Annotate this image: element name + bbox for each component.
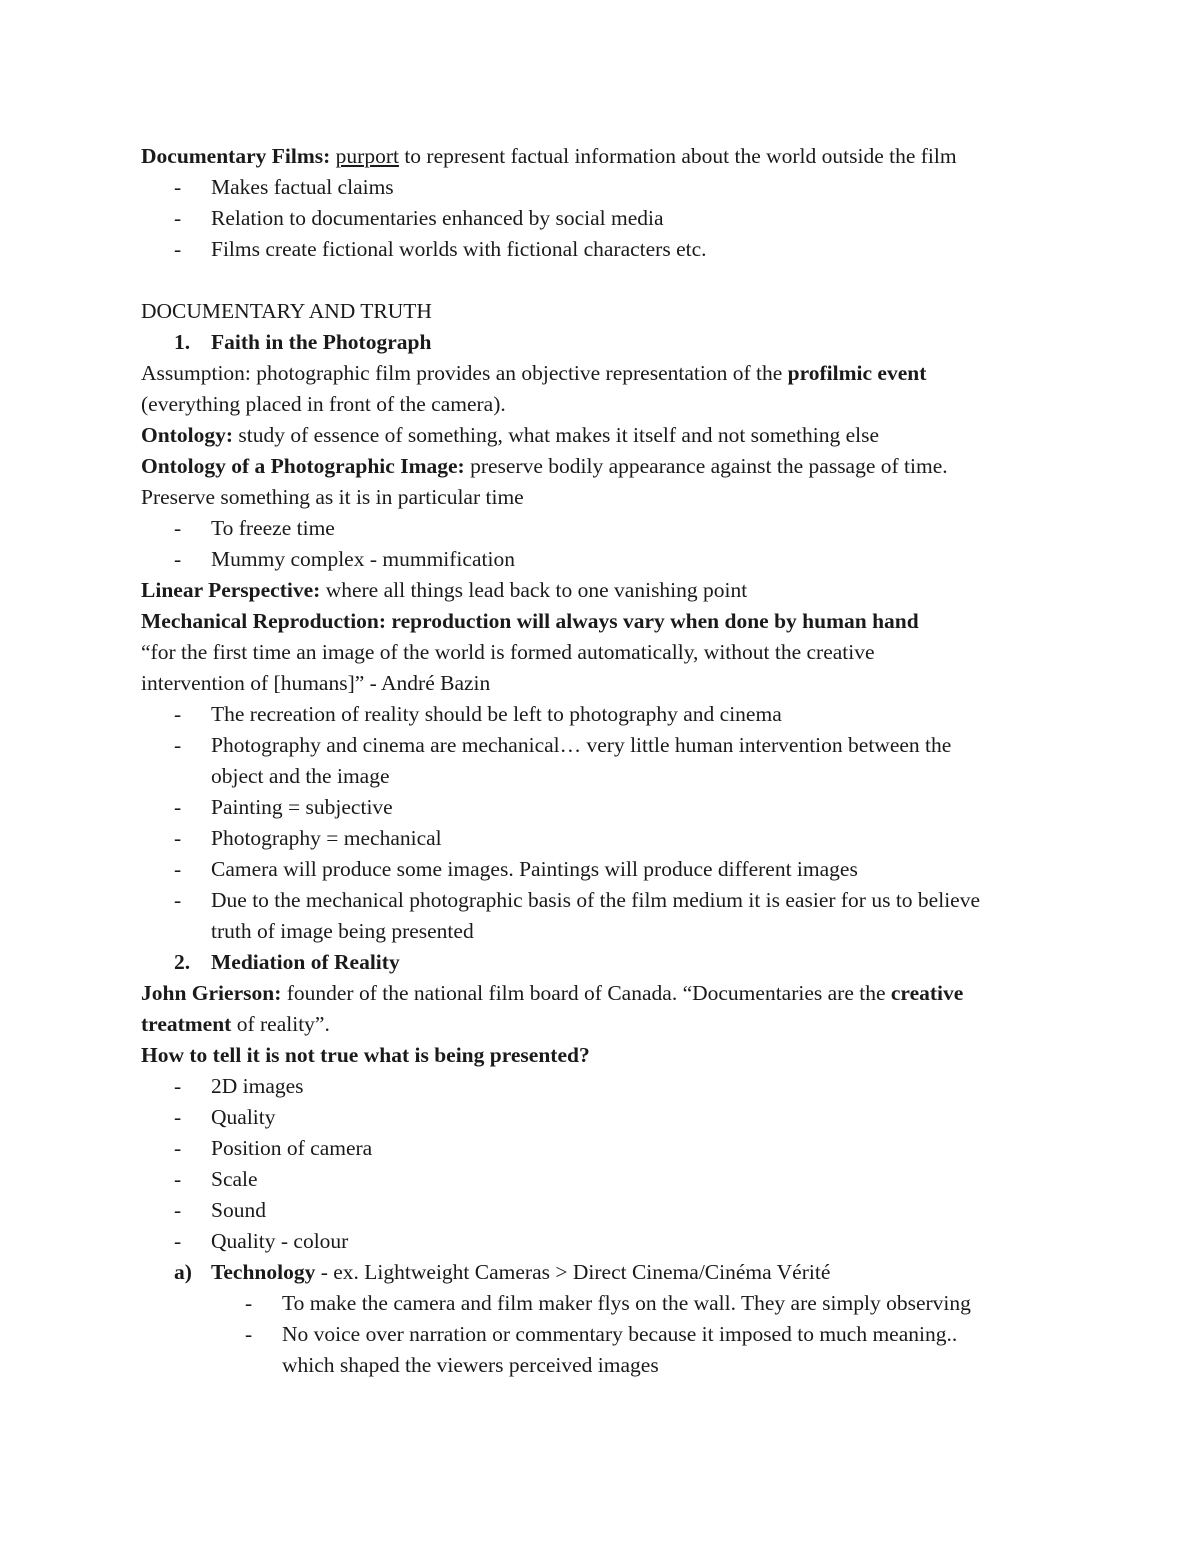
numbered-heading-faith: 1. Faith in the Photograph — [174, 330, 432, 354]
bazin-quote-line2: intervention of [humans]” - André Bazin — [141, 671, 491, 695]
list-item: - To make the camera and film maker flys on the wall. They are simply observing — [245, 1291, 971, 1315]
list-item: - 2D images — [174, 1074, 304, 1098]
list-item: - Quality - colour — [174, 1229, 349, 1253]
intro-underlined-word: purport — [335, 144, 399, 168]
spacer — [141, 265, 1080, 296]
section-heading: DOCUMENTARY AND TRUTH — [141, 299, 432, 323]
ontology-definition: Ontology: study of essence of something, what makes it itself and not something else — [141, 423, 880, 447]
list-item: - Makes factual claims — [174, 175, 394, 199]
list-item: - Scale — [174, 1167, 258, 1191]
assumption-line: Assumption: photographic film provides an objective representation of the profilmic event — [141, 361, 927, 385]
list-item: - Photography = mechanical — [174, 826, 442, 850]
mechanical-reproduction-definition: Mechanical Reproduction: reproduction will always vary when done by human hand — [141, 609, 919, 633]
intro-definition — [141, 141, 1080, 172]
intro-term: Documentary Films: — [141, 144, 331, 168]
list-item: - Mummy complex - mummification — [174, 547, 515, 571]
bazin-quote-line1: “for the first time an image of the world is formed automatically, without the creative — [141, 640, 875, 664]
list-item: - The recreation of reality should be left to photography and cinema — [174, 702, 782, 726]
list-item: - Position of camera — [174, 1136, 373, 1160]
grierson-cont: treatment of reality”. — [141, 1012, 330, 1036]
assumption-cont: (everything placed in front of the camera). — [141, 392, 506, 416]
question-heading: How to tell it is not true what is being presented? — [141, 1043, 590, 1067]
list-item: - Films create fictional worlds with fictional characters etc. — [174, 237, 707, 261]
grierson-definition: John Grierson: founder of the national film board of Canada. “Documentaries are the creative — [141, 981, 964, 1005]
intro-rest: to represent factual information about the world outside the film — [398, 144, 957, 168]
lettered-heading-technology: a) Technology - ex. Lightweight Cameras > Direct Cinema/Cinéma Vérité — [174, 1260, 831, 1284]
list-item: - Camera will produce some images. Paintings will produce different images — [174, 857, 858, 881]
numbered-heading-mediation: 2. Mediation of Reality — [174, 950, 400, 974]
list-item: - Photography and cinema are mechanical… very little human intervention between the object and the image — [174, 733, 952, 788]
ontology-photo-definition: Ontology of a Photographic Image: preserve bodily appearance against the passage of time. — [141, 454, 948, 478]
list-item: - To freeze time — [174, 516, 335, 540]
list-item: - No voice over narration or commentary because it imposed to much meaning.. which shaped the viewers perceived images — [245, 1322, 958, 1377]
list-item: - Due to the mechanical photographic basis of the film medium it is easier for us to believe truth of image being presented — [174, 888, 981, 943]
linear-perspective-definition: Linear Perspective: where all things lead back to one vanishing point — [141, 578, 748, 602]
list-item: - Sound — [174, 1198, 266, 1222]
list-item: - Relation to documentaries enhanced by social media — [174, 206, 664, 230]
list-item: - Painting = subjective — [174, 795, 393, 819]
list-item: - Quality — [174, 1105, 276, 1129]
ontology-photo-cont: Preserve something as it is in particular time — [141, 485, 524, 509]
